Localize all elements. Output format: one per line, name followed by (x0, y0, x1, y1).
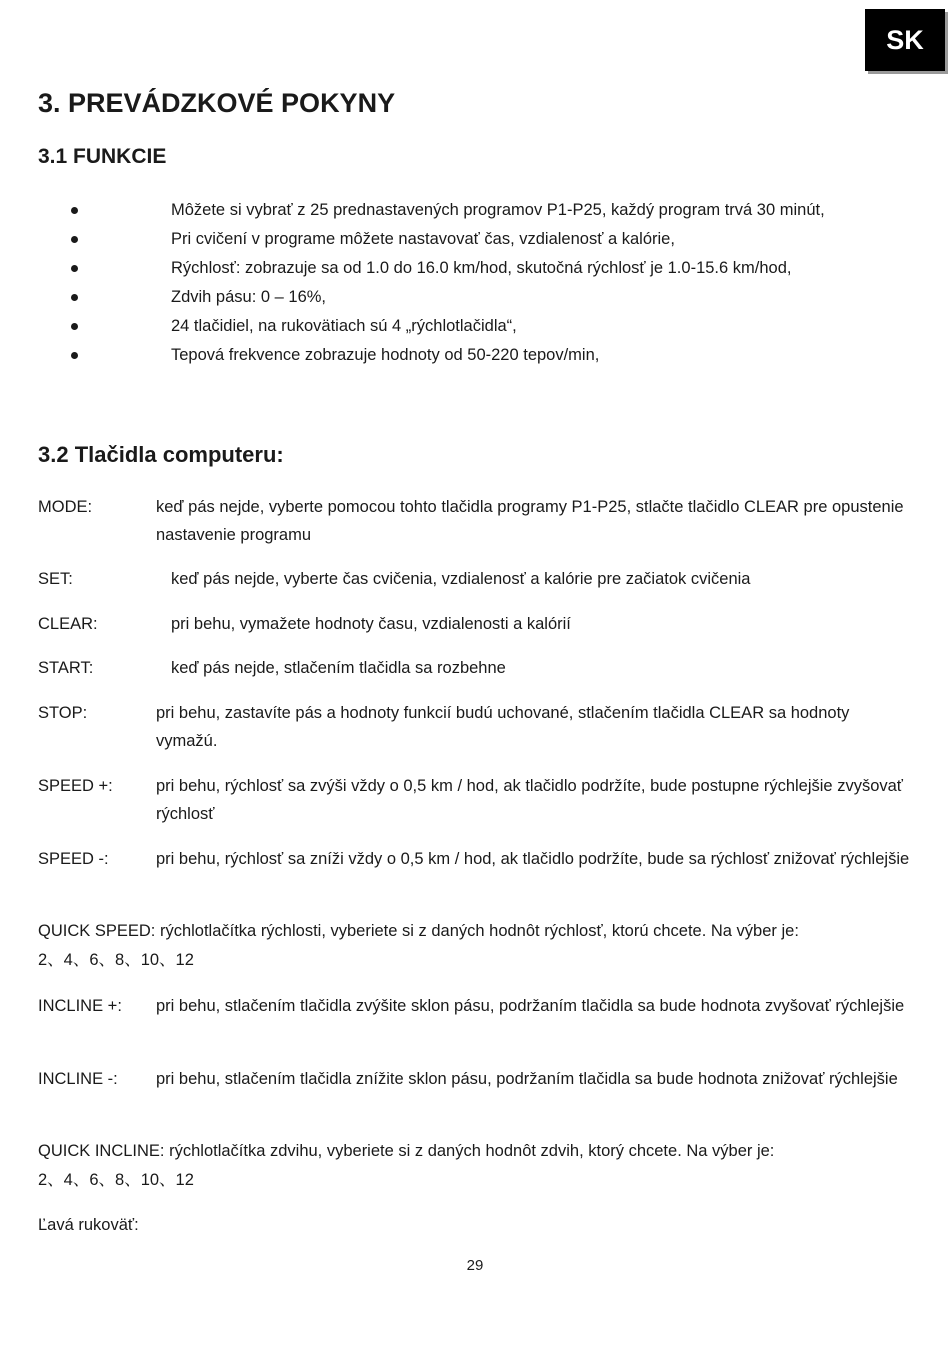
button-label: CLEAR: (38, 615, 98, 633)
bullet-icon (71, 323, 78, 330)
subsection-title-buttons: 3.2 Tlačidla computeru: (38, 442, 284, 467)
section-title: 3. PREVÁDZKOVÉ POKYNY (38, 88, 396, 118)
button-label: SPEED -: (38, 850, 109, 868)
quick-incline-paragraph (38, 1137, 918, 1195)
bullet-icon (71, 352, 78, 359)
subsection-title-functions: 3.1 FUNKCIE (38, 145, 167, 168)
list-item-text: Rýchlosť: zobrazuje sa od 1.0 do 16.0 km/hod, skutočná rýchlosť je 1.0-15.6 km/hod, (171, 259, 792, 277)
bullet-icon (71, 294, 78, 301)
button-desc: pri behu, zastavíte pás a hodnoty funkcií budú uchované, stlačením tlačidla CLEAR sa hodnoty vymažú. (156, 704, 850, 750)
button-label: SPEED +: (38, 777, 113, 795)
quick-incline-text: QUICK INCLINE: rýchlotlačítka zdvihu, vyberiete si z daných hodnôt zdvih, ktorý chcete. Na výber je: (38, 1142, 775, 1160)
button-label: INCLINE +: (38, 997, 122, 1015)
list-item (0, 228, 950, 254)
list-item-text: Môžete si vybrať z 25 prednastavených programov P1-P25, každý program trvá 30 minút, (171, 201, 825, 219)
list-item-text: Tepová frekvence zobrazuje hodnoty od 50-220 tepov/min, (171, 346, 600, 364)
list-item (0, 344, 950, 370)
bullet-icon (71, 236, 78, 243)
left-handle-heading: Ľavá rukoväť: (38, 1216, 139, 1234)
quick-speed-values: 2、4、6、8、10、12 (38, 951, 194, 969)
quick-incline-values: 2、4、6、8、10、12 (38, 1171, 194, 1189)
language-badge: SK (865, 9, 945, 71)
button-label: STOP: (38, 704, 88, 722)
bullet-icon (71, 265, 78, 272)
button-desc: keď pás nejde, vyberte pomocou tohto tlačidla programy P1-P25, stlačte tlačidlo CLEAR pre opustenie nastavenie programu (156, 498, 904, 544)
button-desc: pri behu, rýchlosť sa zníži vždy o 0,5 km / hod, ak tlačidlo podržíte, bude sa rýchlosť znižovať rýchlejšie (156, 850, 910, 868)
quick-speed-paragraph (38, 917, 918, 975)
list-item (0, 286, 950, 312)
button-label: INCLINE -: (38, 1070, 118, 1088)
button-label: SET: (38, 570, 73, 588)
list-item-text: 24 tlačidiel, na rukovätiach sú 4 „rýchlotlačidla“, (171, 317, 517, 335)
button-desc: keď pás nejde, stlačením tlačidla sa rozbehne (171, 659, 506, 677)
list-item (0, 199, 950, 225)
page-number: 29 (466, 1257, 484, 1274)
list-item (0, 315, 950, 341)
quick-speed-text: QUICK SPEED: rýchlotlačítka rýchlosti, vyberiete si z daných hodnôt rýchlosť, ktorú chcete. Na výber je: (38, 922, 799, 940)
button-desc: pri behu, stlačením tlačidla znížite sklon pásu, podržaním tlačidla sa bude hodnota znižovať rýchlejšie (156, 1070, 898, 1088)
button-desc: pri behu, vymažete hodnoty času, vzdialenosti a kalórií (171, 615, 571, 633)
button-desc: pri behu, rýchlosť sa zvýši vždy o 0,5 km / hod, ak tlačidlo podržíte, bude postupne rýchlejšie zvyšovať rýchlosť (156, 777, 903, 823)
list-item-text: Zdvih pásu: 0 – 16%, (171, 288, 327, 306)
list-item (0, 257, 950, 283)
list-item-text: Pri cvičení v programe môžete nastavovať čas, vzdialenosť a kalórie, (171, 230, 675, 248)
bullet-icon (71, 207, 78, 214)
button-desc: pri behu, stlačením tlačidla zvýšite sklon pásu, podržaním tlačidla sa bude hodnota zvyšovať rýchlejšie (156, 997, 905, 1015)
button-label: START: (38, 659, 94, 677)
button-desc: keď pás nejde, vyberte čas cvičenia, vzdialenosť a kalórie pre začiatok cvičenia (171, 570, 751, 588)
button-label: MODE: (38, 498, 93, 516)
